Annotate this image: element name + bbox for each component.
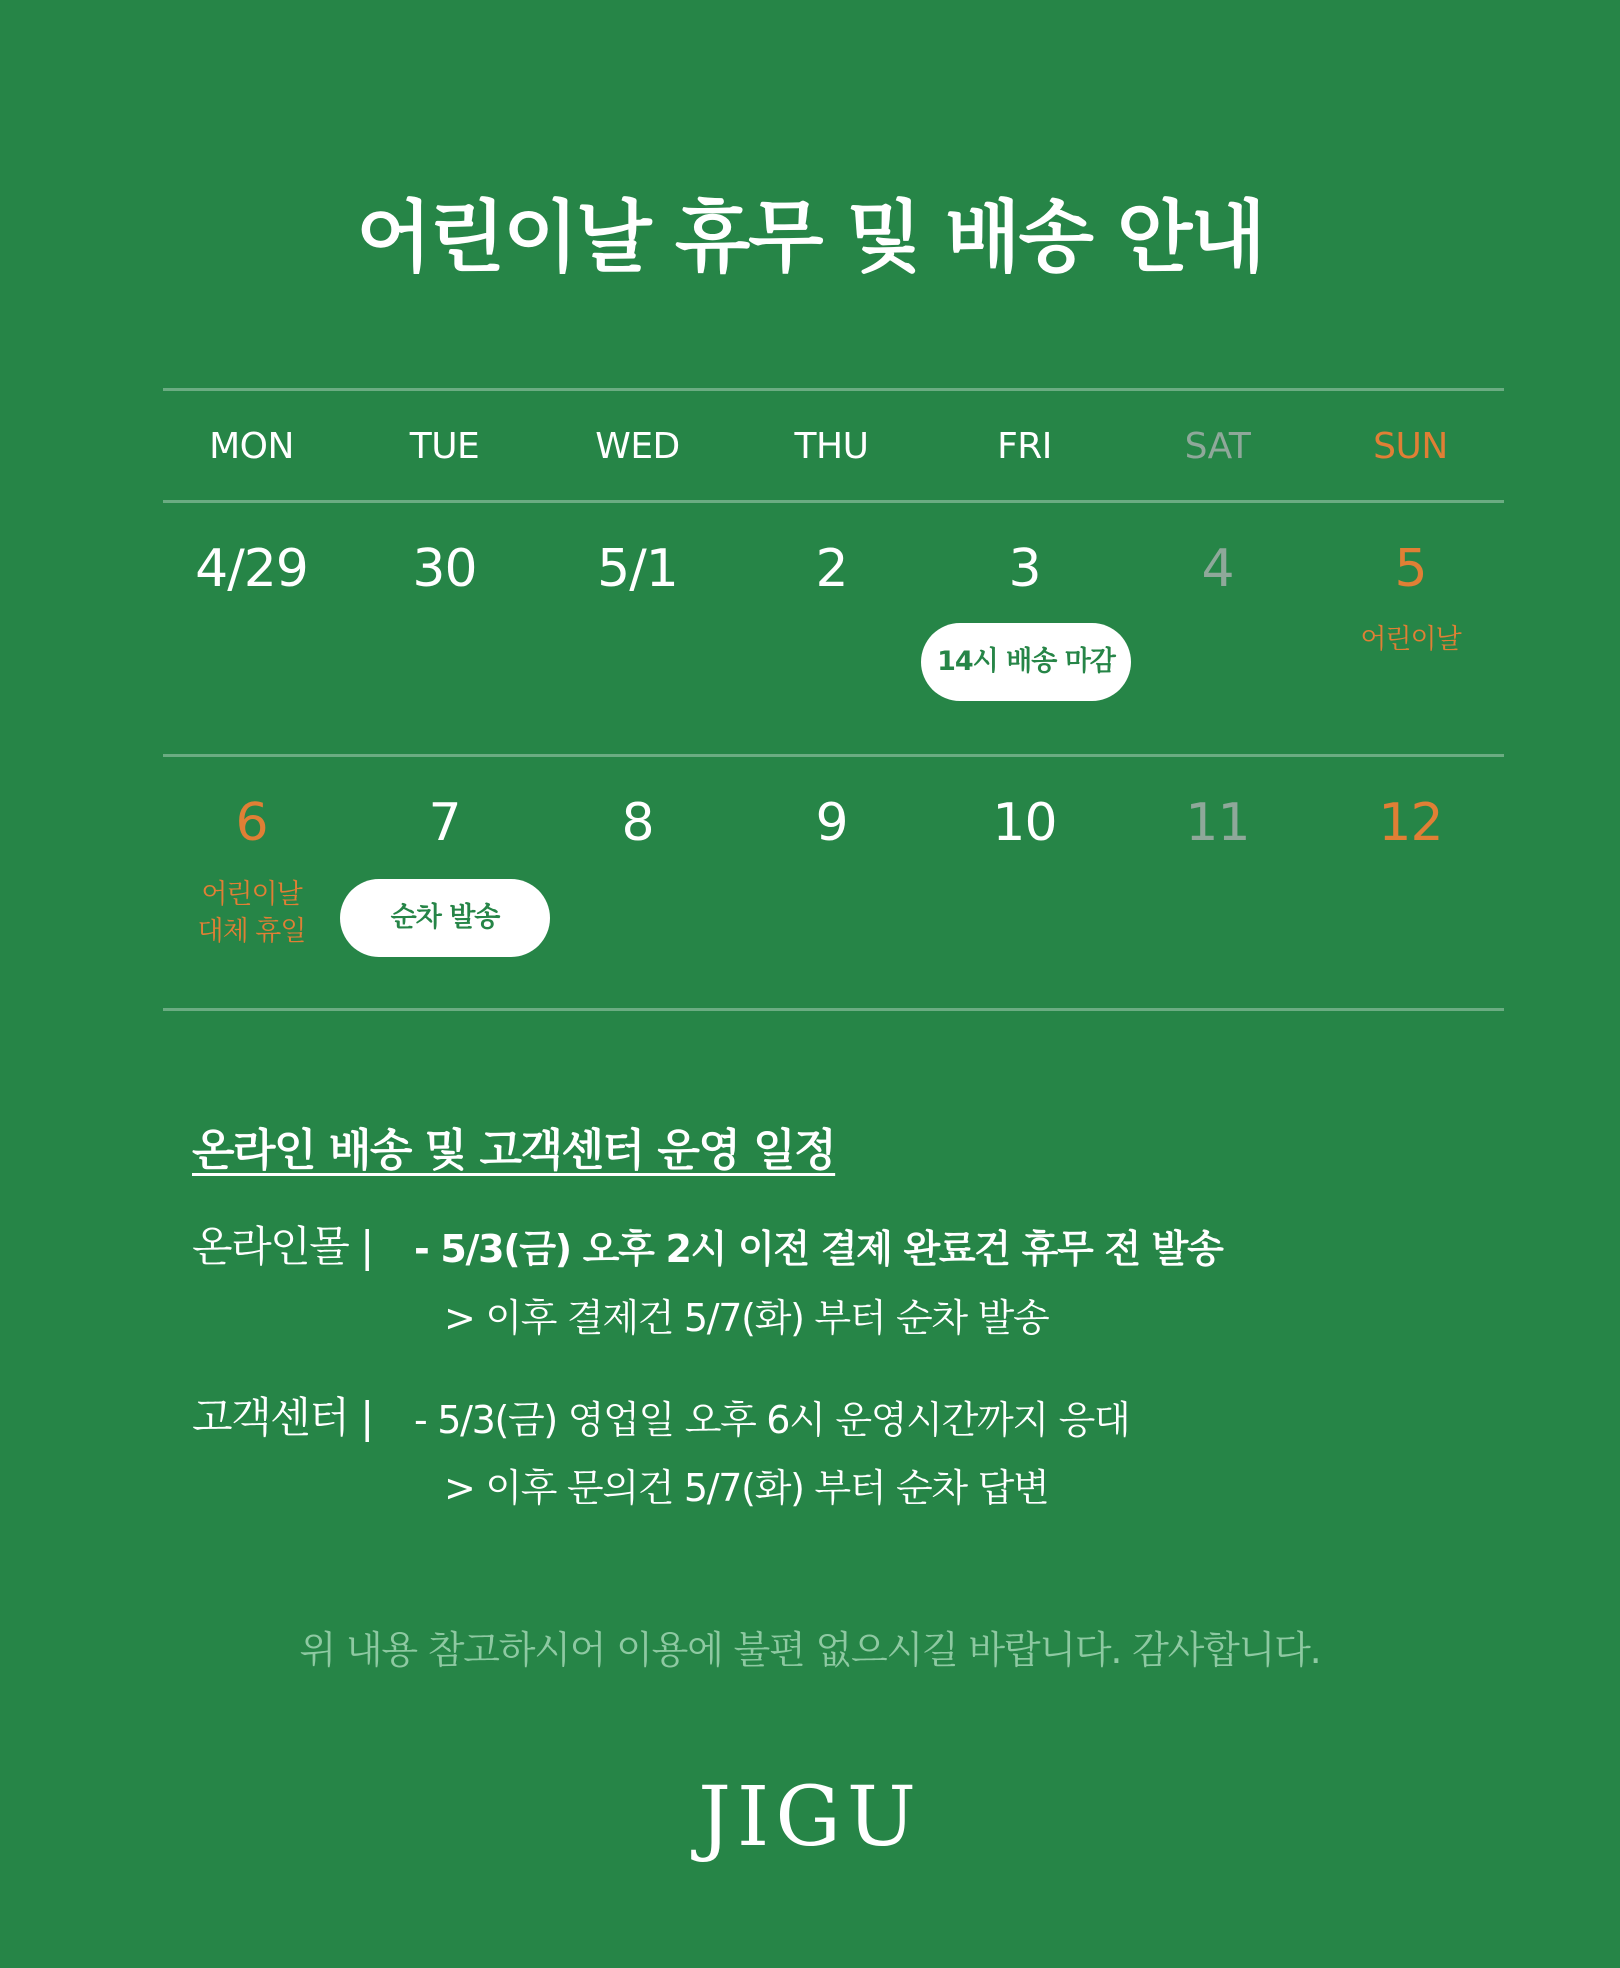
date-cell-sunday: 12: [1378, 793, 1443, 853]
customer-center-line-1: - 5/3(금) 영업일 오후 6시 운영시간까지 응대: [414, 1398, 1130, 1442]
date-cell: 7: [428, 793, 461, 853]
calendar-top-divider: [163, 388, 1504, 391]
date-cell: 30: [412, 539, 477, 599]
calendar-bottom-divider: [163, 1008, 1504, 1011]
week-divider: [163, 754, 1504, 757]
date-cell: 4/29: [195, 539, 308, 599]
closing-message: 위 내용 참고하시어 이용에 불편 없으시길 바랍니다. 감사합니다.: [299, 1628, 1321, 1672]
holiday-note-childrens-day: 어린이날: [1360, 624, 1461, 655]
shipping-deadline-badge: 14시 배송 마감: [921, 623, 1131, 701]
date-cell-holiday: 5: [1394, 539, 1427, 599]
sequential-shipping-badge: 순차 발송: [340, 879, 550, 957]
date-cell: 10: [992, 793, 1057, 853]
weekday-sat: SAT: [1184, 426, 1251, 467]
date-cell-saturday: 11: [1185, 793, 1250, 853]
weekday-tue: TUE: [409, 426, 480, 467]
weekday-thu: THU: [794, 426, 869, 467]
holiday-note-line: 대체 휴일: [197, 916, 306, 947]
customer-center-line-2: > 이후 문의건 5/7(화) 부터 순차 답변: [444, 1466, 1049, 1510]
weekday-wed: WED: [595, 426, 680, 467]
holiday-note-line: 어린이날: [201, 879, 302, 910]
holiday-note-substitute: [155, 876, 348, 950]
page-title: 어린이날 휴무 및 배송 안내: [356, 193, 1264, 283]
date-cell-holiday: 6: [235, 793, 268, 853]
weekday-sun: SUN: [1373, 426, 1448, 467]
date-cell-saturday: 4: [1201, 539, 1234, 599]
online-mall-line-1: - 5/3(금) 오후 2시 이전 결제 완료건 휴무 전 발송: [414, 1227, 1223, 1271]
brand-logo: JIGU: [698, 1770, 922, 1865]
date-cell: 9: [815, 793, 848, 853]
date-cell: 2: [815, 539, 848, 599]
date-cell: 5/1: [597, 539, 678, 599]
date-cell: 3: [1008, 539, 1041, 599]
online-mall-line-2: > 이후 결제건 5/7(화) 부터 순차 발송: [444, 1296, 1049, 1340]
section-title: 온라인 배송 및 고객센터 운영 일정: [192, 1125, 836, 1176]
weekday-mon: MON: [209, 426, 294, 467]
customer-center-label: 고객센터 |: [192, 1393, 373, 1442]
date-cell: 8: [621, 793, 654, 853]
online-mall-label: 온라인몰 |: [192, 1222, 373, 1271]
calendar-header-divider: [163, 500, 1504, 503]
weekday-fri: FRI: [997, 426, 1052, 467]
